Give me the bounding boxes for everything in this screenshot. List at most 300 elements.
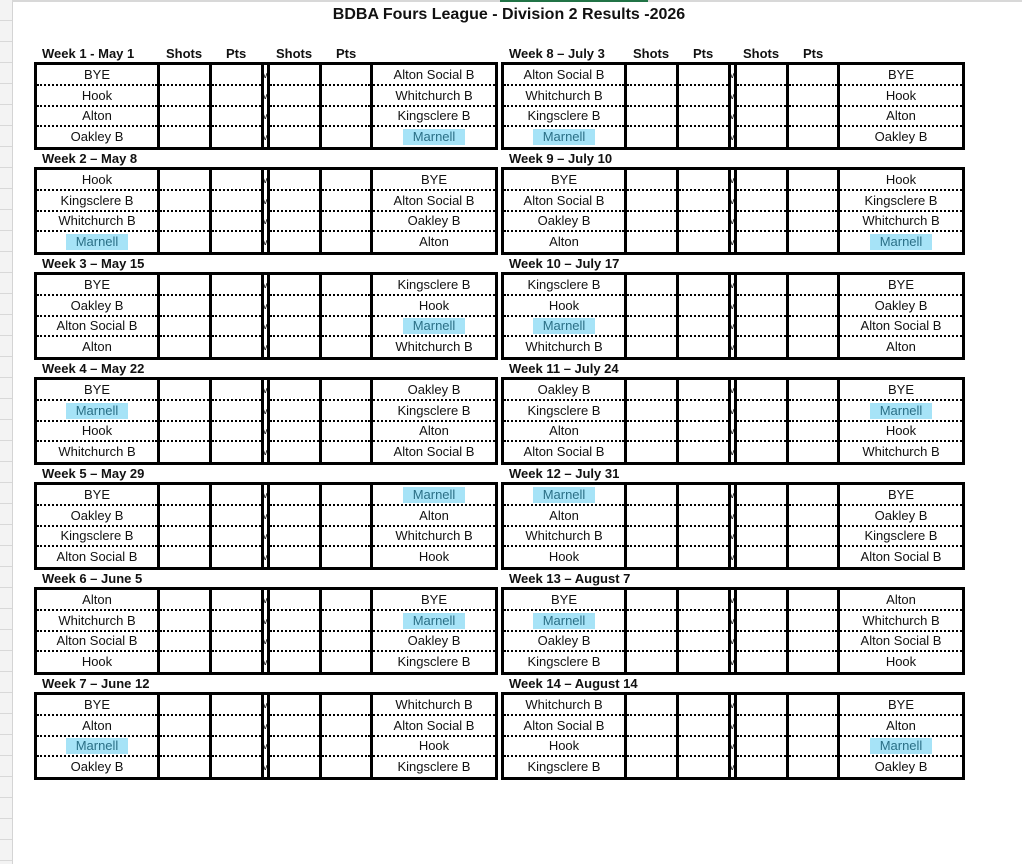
home-pts-input[interactable] <box>212 716 261 737</box>
home-shots-input[interactable] <box>627 757 676 778</box>
away-team-cell <box>840 757 962 778</box>
home-shots-input[interactable] <box>627 442 676 463</box>
home-pts-input[interactable] <box>212 526 261 547</box>
home-pts-input[interactable] <box>212 316 261 337</box>
away-pts-input[interactable] <box>322 316 370 337</box>
home-pts-input[interactable] <box>212 547 261 568</box>
away-shots-input[interactable] <box>737 421 786 442</box>
home-shots-input[interactable] <box>627 485 676 506</box>
away-pts-input[interactable] <box>789 736 837 757</box>
away-pts-input[interactable] <box>789 485 837 506</box>
away-shots-input[interactable] <box>737 631 786 652</box>
home-shots-input[interactable] <box>160 86 209 107</box>
row-divider <box>0 503 12 504</box>
week-block <box>36 571 496 675</box>
vs-marker: v <box>263 216 268 226</box>
away-team-cell <box>840 65 962 86</box>
home-team-cell <box>37 716 157 737</box>
home-shots-input[interactable] <box>627 611 676 632</box>
away-team-name: Kingsclere B <box>864 192 938 208</box>
home-pts-input[interactable] <box>212 401 261 422</box>
vs-marker: v <box>730 131 735 142</box>
away-pts-input[interactable] <box>322 652 370 673</box>
home-pts-input[interactable] <box>679 275 728 296</box>
home-shots-input[interactable] <box>627 86 676 107</box>
home-shots-input[interactable] <box>627 590 676 611</box>
away-shots-input[interactable] <box>737 695 786 716</box>
away-shots-input[interactable] <box>737 611 786 632</box>
home-pts-input[interactable] <box>679 716 728 737</box>
away-pts-input[interactable] <box>322 736 370 757</box>
away-shots-input[interactable] <box>270 296 319 317</box>
home-pts-input[interactable] <box>212 275 261 296</box>
row-divider <box>0 398 12 399</box>
home-team-name: Hook <box>81 423 113 438</box>
home-pts-input[interactable] <box>679 191 728 212</box>
row-divider <box>0 713 12 714</box>
home-shots-input[interactable] <box>627 275 676 296</box>
vs-marker: v <box>730 111 735 121</box>
home-team-name: BYE <box>83 697 110 712</box>
home-pts-input[interactable] <box>679 316 728 337</box>
away-pts-input[interactable] <box>789 611 837 632</box>
away-pts-input[interactable] <box>322 506 370 527</box>
away-pts-input[interactable] <box>789 86 837 107</box>
home-pts-input[interactable] <box>679 652 728 673</box>
home-pts-input[interactable] <box>679 127 728 148</box>
home-team-name: Alton <box>549 233 579 249</box>
home-team-name: Alton Social B <box>56 633 138 648</box>
away-shots-input[interactable] <box>270 232 319 253</box>
away-team-name: Hook <box>885 423 917 438</box>
away-pts-input[interactable] <box>322 86 370 107</box>
home-pts-input[interactable] <box>212 380 261 401</box>
away-shots-input[interactable] <box>270 337 319 358</box>
away-pts-input[interactable] <box>789 232 837 253</box>
away-pts-input[interactable] <box>789 421 837 442</box>
home-pts-input[interactable] <box>212 296 261 317</box>
away-shots-input[interactable] <box>270 401 319 422</box>
away-pts-input[interactable] <box>322 611 370 632</box>
away-shots-input[interactable] <box>737 590 786 611</box>
home-team-name: Alton <box>549 507 579 523</box>
away-shots-input[interactable] <box>737 736 786 757</box>
home-shots-input[interactable] <box>160 127 209 148</box>
away-pts-input[interactable] <box>789 547 837 568</box>
home-pts-input[interactable] <box>212 442 261 463</box>
home-pts-input[interactable] <box>212 127 261 148</box>
away-pts-input[interactable] <box>789 380 837 401</box>
away-shots-input[interactable] <box>270 695 319 716</box>
home-shots-input[interactable] <box>160 191 209 212</box>
column-header-shots: Shots <box>166 46 203 61</box>
home-shots-input[interactable] <box>627 716 676 737</box>
away-shots-input[interactable] <box>737 86 786 107</box>
away-shots-input[interactable] <box>270 421 319 442</box>
week-block <box>36 256 496 360</box>
away-team-name: Kingsclere B <box>864 528 938 543</box>
home-pts-input[interactable] <box>212 337 261 358</box>
away-shots-input[interactable] <box>270 191 319 212</box>
away-team-cell <box>373 65 495 86</box>
home-pts-input[interactable] <box>679 757 728 778</box>
away-pts-input[interactable] <box>322 421 370 442</box>
away-pts-input[interactable] <box>789 275 837 296</box>
home-pts-input[interactable] <box>212 485 261 506</box>
away-pts-input[interactable] <box>789 316 837 337</box>
away-team-name: BYE <box>887 382 914 397</box>
away-shots-input[interactable] <box>270 736 319 757</box>
away-shots-input[interactable] <box>737 526 786 547</box>
away-shots-input[interactable] <box>737 401 786 422</box>
home-pts-input[interactable] <box>679 337 728 358</box>
away-pts-input[interactable] <box>322 191 370 212</box>
home-pts-input[interactable] <box>679 547 728 568</box>
home-shots-input[interactable] <box>160 170 209 191</box>
home-shots-input[interactable] <box>160 106 209 127</box>
away-shots-input[interactable] <box>737 757 786 778</box>
row-divider <box>0 209 12 210</box>
away-pts-input[interactable] <box>322 106 370 127</box>
away-pts-input[interactable] <box>789 757 837 778</box>
home-shots-input[interactable] <box>627 316 676 337</box>
away-shots-input[interactable] <box>737 106 786 127</box>
away-shots-input[interactable] <box>737 296 786 317</box>
away-team-name: Hook <box>885 87 917 103</box>
away-pts-input[interactable] <box>789 191 837 212</box>
away-pts-input[interactable] <box>322 695 370 716</box>
home-pts-input[interactable] <box>679 485 728 506</box>
home-pts-input[interactable] <box>212 590 261 611</box>
home-team-cell <box>504 65 624 86</box>
home-team-cell <box>504 652 624 673</box>
vs-marker: v <box>263 236 268 247</box>
vs-marker: v <box>263 385 268 395</box>
home-pts-input[interactable] <box>679 170 728 191</box>
away-pts-input[interactable] <box>322 127 370 148</box>
away-pts-input[interactable] <box>789 106 837 127</box>
home-pts-input[interactable] <box>212 211 261 232</box>
home-shots-input[interactable] <box>160 296 209 317</box>
away-shots-input[interactable] <box>270 275 319 296</box>
vs-marker: v <box>730 195 735 206</box>
home-shots-input[interactable] <box>627 211 676 232</box>
home-shots-input[interactable] <box>627 191 676 212</box>
away-shots-input[interactable] <box>270 590 319 611</box>
away-pts-input[interactable] <box>322 170 370 191</box>
vs-marker: v <box>263 510 268 521</box>
away-shots-input[interactable] <box>270 631 319 652</box>
home-pts-input[interactable] <box>212 65 261 86</box>
home-pts-input[interactable] <box>212 86 261 107</box>
week-label: Week 14 – August 14 <box>509 676 638 691</box>
away-pts-input[interactable] <box>322 526 370 547</box>
away-pts-input[interactable] <box>789 631 837 652</box>
away-shots-input[interactable] <box>737 65 786 86</box>
home-team-name: Alton Social B <box>523 67 605 82</box>
home-shots-input[interactable] <box>160 211 209 232</box>
away-team-cell <box>840 611 962 632</box>
week-label: Week 13 – August 7 <box>509 571 631 586</box>
home-pts-input[interactable] <box>212 106 261 127</box>
away-shots-input[interactable] <box>270 442 319 463</box>
home-shots-input[interactable] <box>160 65 209 86</box>
home-pts-input[interactable] <box>679 401 728 422</box>
home-team-cell <box>37 86 157 107</box>
away-pts-input[interactable] <box>322 401 370 422</box>
away-shots-input[interactable] <box>270 757 319 778</box>
row-divider <box>0 188 12 189</box>
away-shots-input[interactable] <box>270 127 319 148</box>
home-team-cell <box>504 611 624 632</box>
home-shots-input[interactable] <box>160 337 209 358</box>
away-shots-input[interactable] <box>737 652 786 673</box>
away-shots-input[interactable] <box>270 170 319 191</box>
row-divider <box>0 440 12 441</box>
home-pts-input[interactable] <box>679 106 728 127</box>
away-shots-input[interactable] <box>270 106 319 127</box>
away-shots-input[interactable] <box>270 86 319 107</box>
home-shots-input[interactable] <box>160 232 209 253</box>
home-shots-input[interactable] <box>627 401 676 422</box>
away-shots-input[interactable] <box>737 191 786 212</box>
away-pts-input[interactable] <box>322 337 370 358</box>
home-team-name: BYE <box>83 382 110 397</box>
home-team-name: Oakley B <box>537 382 591 397</box>
home-pts-input[interactable] <box>679 695 728 716</box>
home-team-name: Whitchurch B <box>525 87 603 103</box>
away-team-cell <box>373 485 495 506</box>
home-pts-input[interactable] <box>212 506 261 527</box>
away-pts-input[interactable] <box>789 337 837 358</box>
away-shots-input[interactable] <box>737 275 786 296</box>
away-pts-input[interactable] <box>322 296 370 317</box>
away-shots-input[interactable] <box>737 442 786 463</box>
away-pts-input[interactable] <box>322 275 370 296</box>
home-pts-input[interactable] <box>212 631 261 652</box>
home-pts-input[interactable] <box>212 421 261 442</box>
away-shots-input[interactable] <box>270 380 319 401</box>
home-shots-input[interactable] <box>627 631 676 652</box>
home-shots-input[interactable] <box>160 590 209 611</box>
home-shots-input[interactable] <box>627 526 676 547</box>
home-shots-input[interactable] <box>160 652 209 673</box>
home-team-name: Alton <box>82 108 112 123</box>
away-shots-input[interactable] <box>737 211 786 232</box>
home-shots-input[interactable] <box>627 380 676 401</box>
home-pts-input[interactable] <box>679 736 728 757</box>
away-pts-input[interactable] <box>789 211 837 232</box>
home-pts-input[interactable] <box>679 526 728 547</box>
away-team-name: Alton Social B <box>393 717 475 733</box>
home-pts-input[interactable] <box>212 232 261 253</box>
home-shots-input[interactable] <box>160 736 209 757</box>
home-shots-input[interactable] <box>160 316 209 337</box>
home-shots-input[interactable] <box>627 506 676 527</box>
home-shots-input[interactable] <box>627 170 676 191</box>
row-divider <box>0 734 12 735</box>
away-pts-input[interactable] <box>789 442 837 463</box>
home-pts-input[interactable] <box>679 631 728 652</box>
away-shots-input[interactable] <box>270 547 319 568</box>
home-shots-input[interactable] <box>627 296 676 317</box>
fixture-grid <box>501 692 965 780</box>
home-pts-input[interactable] <box>212 652 261 673</box>
away-pts-input[interactable] <box>789 695 837 716</box>
home-shots-input[interactable] <box>627 547 676 568</box>
away-shots-input[interactable] <box>270 211 319 232</box>
home-shots-input[interactable] <box>627 337 676 358</box>
away-team-cell <box>373 127 495 148</box>
away-team-name: Marnell <box>403 318 466 334</box>
home-shots-input[interactable] <box>160 547 209 568</box>
away-shots-input[interactable] <box>270 716 319 737</box>
week-block <box>36 466 496 570</box>
home-shots-input[interactable] <box>160 421 209 442</box>
row-divider <box>0 860 12 861</box>
away-team-cell <box>840 170 962 191</box>
home-pts-input[interactable] <box>212 757 261 778</box>
vs-marker: v <box>730 720 735 731</box>
home-team-cell <box>37 421 157 442</box>
away-shots-input[interactable] <box>737 232 786 253</box>
home-pts-input[interactable] <box>679 421 728 442</box>
away-pts-input[interactable] <box>322 65 370 86</box>
away-team-cell <box>840 590 962 611</box>
away-pts-input[interactable] <box>789 65 837 86</box>
away-pts-input[interactable] <box>322 757 370 778</box>
away-pts-input[interactable] <box>789 170 837 191</box>
away-shots-input[interactable] <box>270 65 319 86</box>
row-divider <box>0 62 12 63</box>
away-shots-input[interactable] <box>737 380 786 401</box>
vs-marker: v <box>263 636 268 646</box>
away-pts-input[interactable] <box>322 232 370 253</box>
away-pts-input[interactable] <box>322 631 370 652</box>
home-team-cell <box>504 296 624 317</box>
home-shots-input[interactable] <box>160 631 209 652</box>
away-pts-input[interactable] <box>789 127 837 148</box>
away-shots-input[interactable] <box>737 547 786 568</box>
home-shots-input[interactable] <box>160 506 209 527</box>
home-pts-input[interactable] <box>679 232 728 253</box>
home-team-cell <box>37 232 157 253</box>
away-shots-input[interactable] <box>737 316 786 337</box>
home-pts-input[interactable] <box>212 611 261 632</box>
away-pts-input[interactable] <box>789 652 837 673</box>
away-pts-input[interactable] <box>322 211 370 232</box>
vs-marker: v <box>730 70 735 80</box>
home-pts-input[interactable] <box>679 65 728 86</box>
away-pts-input[interactable] <box>322 485 370 506</box>
home-team-cell <box>504 695 624 716</box>
away-pts-input[interactable] <box>789 401 837 422</box>
home-pts-input[interactable] <box>679 296 728 317</box>
home-team-name: BYE <box>83 67 110 82</box>
away-shots-input[interactable] <box>270 611 319 632</box>
away-pts-input[interactable] <box>322 590 370 611</box>
home-pts-input[interactable] <box>679 590 728 611</box>
away-pts-input[interactable] <box>789 716 837 737</box>
away-shots-input[interactable] <box>737 127 786 148</box>
home-pts-input[interactable] <box>679 611 728 632</box>
home-pts-input[interactable] <box>679 86 728 107</box>
home-shots-input[interactable] <box>160 695 209 716</box>
away-shots-input[interactable] <box>270 506 319 527</box>
home-shots-input[interactable] <box>160 442 209 463</box>
away-pts-input[interactable] <box>322 547 370 568</box>
home-shots-input[interactable] <box>160 526 209 547</box>
home-pts-input[interactable] <box>212 695 261 716</box>
home-team-name: Oakley B <box>70 128 124 144</box>
vs-marker: v <box>263 405 268 416</box>
home-shots-input[interactable] <box>627 232 676 253</box>
home-pts-input[interactable] <box>679 442 728 463</box>
home-pts-input[interactable] <box>212 191 261 212</box>
home-shots-input[interactable] <box>160 716 209 737</box>
home-pts-input[interactable] <box>212 170 261 191</box>
away-team-name: Kingsclere B <box>397 758 471 774</box>
column-header-shots: Shots <box>276 46 313 61</box>
home-shots-input[interactable] <box>160 380 209 401</box>
week-label: Week 4 – May 22 <box>42 361 145 376</box>
fixture-grid <box>34 272 498 360</box>
home-shots-input[interactable] <box>627 421 676 442</box>
away-shots-input[interactable] <box>737 716 786 737</box>
home-pts-input[interactable] <box>679 211 728 232</box>
home-shots-input[interactable] <box>160 275 209 296</box>
home-shots-input[interactable] <box>160 611 209 632</box>
away-shots-input[interactable] <box>270 485 319 506</box>
away-shots-input[interactable] <box>737 485 786 506</box>
away-shots-input[interactable] <box>737 337 786 358</box>
away-pts-input[interactable] <box>789 296 837 317</box>
home-shots-input[interactable] <box>627 736 676 757</box>
home-pts-input[interactable] <box>212 736 261 757</box>
row-divider <box>0 818 12 819</box>
away-pts-input[interactable] <box>322 380 370 401</box>
home-shots-input[interactable] <box>160 485 209 506</box>
home-shots-input[interactable] <box>627 695 676 716</box>
home-shots-input[interactable] <box>160 401 209 422</box>
away-shots-input[interactable] <box>737 506 786 527</box>
home-shots-input[interactable] <box>627 65 676 86</box>
away-pts-input[interactable] <box>322 716 370 737</box>
away-team-name: Hook <box>418 297 450 313</box>
row-divider <box>0 104 12 105</box>
away-shots-input[interactable] <box>270 652 319 673</box>
away-pts-input[interactable] <box>789 506 837 527</box>
page-title <box>0 6 1022 24</box>
home-shots-input[interactable] <box>627 127 676 148</box>
away-team-name: BYE <box>887 697 914 712</box>
away-shots-input[interactable] <box>270 316 319 337</box>
home-team-name: BYE <box>83 487 110 502</box>
away-pts-input[interactable] <box>322 442 370 463</box>
home-shots-input[interactable] <box>627 106 676 127</box>
home-team-name: Whitchurch B <box>58 443 136 459</box>
away-shots-input[interactable] <box>270 526 319 547</box>
away-pts-input[interactable] <box>789 590 837 611</box>
away-team-cell <box>373 191 495 212</box>
home-pts-input[interactable] <box>679 380 728 401</box>
away-shots-input[interactable] <box>737 170 786 191</box>
home-shots-input[interactable] <box>160 757 209 778</box>
away-pts-input[interactable] <box>789 526 837 547</box>
home-pts-input[interactable] <box>679 506 728 527</box>
home-team-cell <box>37 296 157 317</box>
home-shots-input[interactable] <box>627 652 676 673</box>
